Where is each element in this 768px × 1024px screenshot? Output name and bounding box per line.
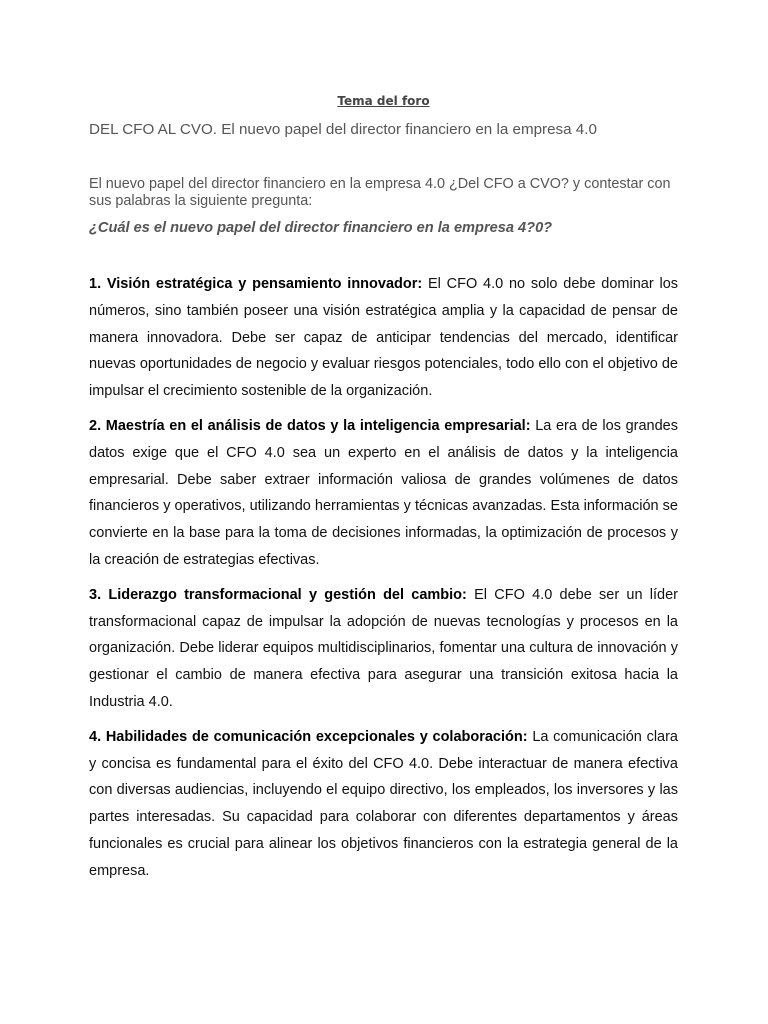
section-3-body: El CFO 4.0 debe ser un líder transformacional capaz de impulsar la adopción de nuevas tecnologías y procesos en la organización. Debe liderar equipos multidisciplinarios, fomentar una cultura de innovación y gestionar el cambio de manera efectiva para asegurar una transición exitosa hacia la Industria 4.0.: [89, 586, 678, 710]
section-3-heading: 3. Liderazgo transformacional y gestión del cambio:: [89, 586, 467, 603]
sections-list: [89, 271, 678, 893]
section-4-heading: 4. Habilidades de comunicación excepcionales y colaboración:: [89, 728, 528, 745]
section-4-body: La comunicación clara y concisa es fundamental para el éxito del CFO 4.0. Debe interactuar de manera efectiva con diversas audiencias, incluyendo el equipo directivo, los empleados, los inversores y las partes interesadas. Su capacidad para colaborar con diferentes departamentos y áreas funcionales es crucial para alinear los objetivos financieros con la estrategia general de la empresa.: [89, 728, 678, 879]
question-line: ¿Cuál es el nuevo papel del director financiero en la empresa 4?0?: [89, 220, 553, 236]
section-1: [89, 271, 678, 405]
forum-label: Tema del foro: [337, 94, 430, 108]
section-2-body: La era de los grandes datos exige que el CFO 4.0 sea un experto en el análisis de datos y la inteligencia empresarial. Debe saber extraer información valiosa de grandes volúmenes de datos financieros y operativos, utilizando herramientas y técnicas avanzadas. Esta información se convierte en la base para la toma de decisiones informadas, la optimización de procesos y la creación de estrategias efectivas.: [89, 417, 678, 568]
intro-paragraph: El nuevo papel del director financiero en la empresa 4.0 ¿Del CFO a CVO? y contestar con sus palabras la siguiente pregunta:: [89, 176, 671, 209]
section-2: [89, 413, 678, 574]
section-1-heading: 1. Visión estratégica y pensamiento innovador:: [89, 276, 423, 292]
section-2-heading: 2. Maestría en el análisis de datos y la inteligencia empresarial:: [89, 417, 531, 434]
section-1-body: El CFO 4.0 no solo debe dominar los números, sino también poseer una visión estratégica amplia y la capacidad de pensar de manera innovadora. Debe ser capaz de anticipar tendencias del mercado, identificar nuevas oportunidades de negocio y evaluar riesgos potenciales, todo ello con el objetivo de impulsar el crecimiento sostenible de la organización.: [89, 276, 679, 400]
section-4: [89, 724, 678, 885]
forum-title: DEL CFO AL CVO. El nuevo papel del director financiero en la empresa 4.0: [89, 121, 597, 138]
section-3: [89, 582, 678, 716]
